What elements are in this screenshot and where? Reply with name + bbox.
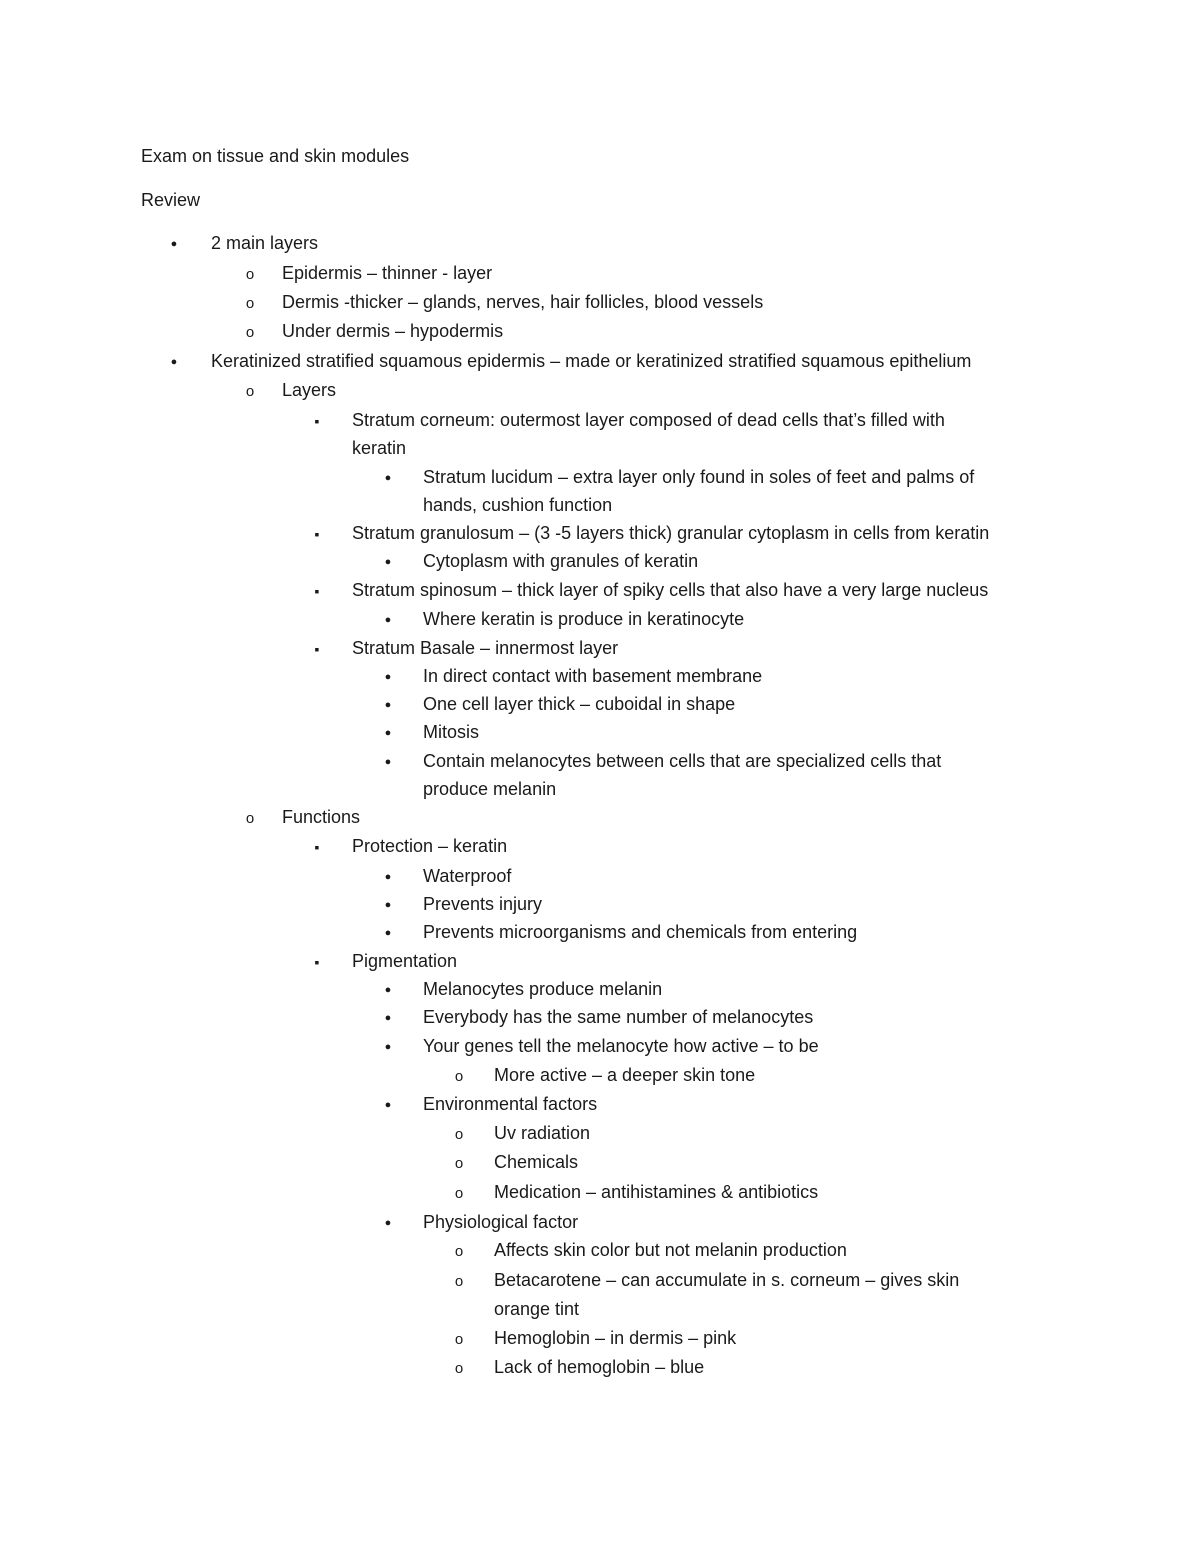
list-item: Layers	[282, 380, 337, 400]
bullet-square	[307, 637, 327, 660]
list-item: In direct contact with basement membrane	[423, 666, 763, 686]
bullet-disc	[378, 550, 398, 575]
bullet-disc	[378, 721, 398, 746]
bullet-square	[307, 522, 327, 545]
list-item: keratin	[352, 438, 407, 458]
bullet-square	[307, 409, 327, 432]
list-item: Medication – antihistamines & antibiotics	[494, 1182, 819, 1202]
list-item: produce melanin	[423, 779, 557, 799]
list-item: Chemicals	[494, 1152, 579, 1172]
list-item: Affects skin color but not melanin production	[494, 1240, 847, 1260]
bullet-circle	[449, 1327, 469, 1351]
list-item: Betacarotene – can accumulate in s. corneum – gives skin	[494, 1270, 960, 1290]
bullet-circle	[240, 806, 260, 830]
list-item: Stratum lucidum – extra layer only found in soles of feet and palms of	[423, 467, 975, 487]
list-item: Your genes tell the melanocyte how active – to be	[423, 1036, 819, 1056]
list-item: Uv radiation	[494, 1123, 591, 1143]
list-item: Stratum granulosum – (3 -5 layers thick) granular cytoplasm in cells from keratin	[352, 523, 990, 543]
bullet-disc	[378, 1211, 398, 1236]
bullet-circle	[449, 1239, 469, 1263]
list-item: Everybody has the same number of melanocytes	[423, 1007, 814, 1027]
bullet-disc	[378, 865, 398, 890]
list-item: Prevents injury	[423, 894, 543, 914]
bullet-circle	[449, 1356, 469, 1380]
document-title: Exam on tissue and skin modules	[141, 146, 410, 166]
list-item: Stratum spinosum – thick layer of spiky cells that also have a very large nucleus	[352, 580, 989, 600]
bullet-disc	[378, 608, 398, 633]
list-item: Hemoglobin – in dermis – pink	[494, 1328, 737, 1348]
list-item: 2 main layers	[211, 233, 319, 253]
bullet-circle	[240, 320, 260, 344]
bullet-disc	[378, 1006, 398, 1031]
bullet-square	[307, 835, 327, 858]
list-item: Waterproof	[423, 866, 512, 886]
list-item: Environmental factors	[423, 1094, 598, 1114]
list-item: Cytoplasm with granules of keratin	[423, 551, 699, 571]
bullet-disc	[378, 921, 398, 946]
bullet-disc	[378, 1093, 398, 1118]
list-item: Melanocytes produce melanin	[423, 979, 663, 999]
list-item: One cell layer thick – cuboidal in shape	[423, 694, 736, 714]
list-item: Keratinized stratified squamous epidermis – made or keratinized stratified squamous epithelium	[211, 351, 972, 371]
list-item: More active – a deeper skin tone	[494, 1065, 756, 1085]
list-item: Prevents microorganisms and chemicals from entering	[423, 922, 858, 942]
list-item: Pigmentation	[352, 951, 458, 971]
bullet-circle	[449, 1064, 469, 1088]
list-item: Under dermis – hypodermis	[282, 321, 504, 341]
bullet-disc	[378, 750, 398, 775]
bullet-circle	[240, 379, 260, 403]
list-item: Dermis -thicker – glands, nerves, hair follicles, blood vessels	[282, 292, 764, 312]
bullet-disc	[164, 350, 184, 375]
bullet-disc	[378, 893, 398, 918]
list-item: hands, cushion function	[423, 495, 613, 515]
bullet-circle	[449, 1122, 469, 1146]
bullet-circle	[240, 262, 260, 286]
list-item: Protection – keratin	[352, 836, 508, 856]
list-item: Contain melanocytes between cells that are specialized cells that	[423, 751, 942, 771]
section-heading: Review	[141, 190, 201, 210]
bullet-disc	[378, 693, 398, 718]
bullet-disc	[378, 466, 398, 491]
list-item: orange tint	[494, 1299, 580, 1319]
list-item: Epidermis – thinner - layer	[282, 263, 493, 283]
list-item: Where keratin is produce in keratinocyte	[423, 609, 745, 629]
list-item: Physiological factor	[423, 1212, 579, 1232]
bullet-square	[307, 579, 327, 602]
bullet-disc	[378, 978, 398, 1003]
bullet-disc	[378, 1035, 398, 1060]
bullet-circle	[449, 1151, 469, 1175]
bullet-circle	[449, 1181, 469, 1205]
list-item: Lack of hemoglobin – blue	[494, 1357, 705, 1377]
list-item: Functions	[282, 807, 361, 827]
list-item: Stratum Basale – innermost layer	[352, 638, 619, 658]
bullet-circle	[240, 291, 260, 315]
bullet-circle	[449, 1269, 469, 1293]
list-item: Stratum corneum: outermost layer composed of dead cells that’s filled with	[352, 410, 945, 430]
bullet-disc	[164, 232, 184, 257]
list-item: Mitosis	[423, 722, 480, 742]
bullet-square	[307, 950, 327, 973]
bullet-disc	[378, 665, 398, 690]
